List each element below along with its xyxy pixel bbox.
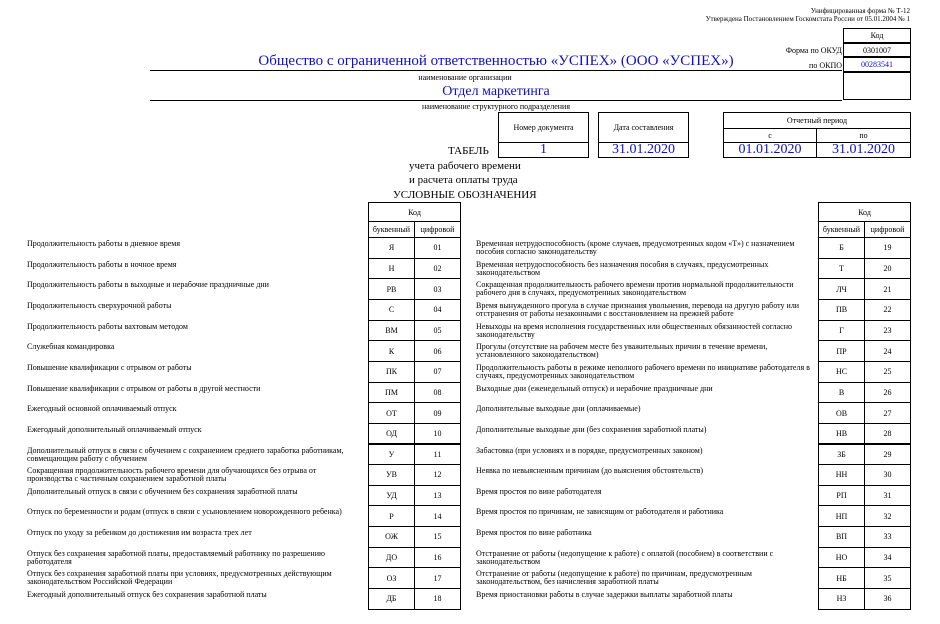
- right-row-letter-code: ЛЧ: [818, 278, 865, 300]
- legend-title: УСЛОВНЫЕ ОБОЗНАЧЕНИЯ: [393, 189, 537, 201]
- right-row-letter-code: Т: [818, 258, 865, 280]
- right-row-text: Прогулы (отсутствие на рабочем месте без уважительных причин в течение времени, установленного законодательством): [476, 343, 768, 360]
- doc-date-label: Дата составления: [598, 112, 689, 143]
- right-row-digit-code: 32: [864, 505, 911, 527]
- left-row-letter-code: ПМ: [368, 382, 415, 404]
- org-caption: наименование организации: [418, 73, 512, 82]
- right-row-text: Отстранение от работы (недопущение к работе) с оплатой (пособием) в соответствии с законодательством: [476, 549, 774, 566]
- period-from-value[interactable]: 01.01.2020: [723, 142, 817, 158]
- right-row-letter-code: ПР: [818, 340, 865, 362]
- left-row-letter-code: УД: [368, 485, 415, 507]
- okpo-value[interactable]: 00283541: [843, 57, 911, 72]
- left-code-header: Код: [368, 202, 461, 222]
- right-col-letter: буквенный: [818, 221, 865, 238]
- left-row-letter-code: Р: [368, 505, 415, 527]
- right-row-letter-code: В: [818, 382, 865, 404]
- left-row-digit-code: 14: [414, 505, 461, 527]
- left-row-text: Отпуск по уходу за ребенком до достижения им возраста трех лет: [27, 529, 252, 538]
- form-info-line2: Утверждена Постановлением Госкомстата России от 05.01.2004 № 1: [705, 15, 910, 23]
- right-row-digit-code: 31: [864, 485, 911, 507]
- left-row-text: Ежегодный основной оплачиваемый отпуск: [27, 405, 177, 414]
- left-row-letter-code: Я: [368, 237, 415, 259]
- title-line3: и расчета оплаты труда: [409, 174, 518, 186]
- right-row-digit-code: 29: [864, 444, 911, 466]
- right-row-digit-code: 36: [864, 588, 911, 610]
- title-main: ТАБЕЛЬ: [448, 145, 489, 157]
- right-row-digit-code: 35: [864, 567, 911, 589]
- left-row-letter-code: У: [368, 444, 415, 466]
- right-row-digit-code: 27: [864, 402, 911, 424]
- left-row-letter-code: ПК: [368, 361, 415, 383]
- left-row-letter-code: ОЗ: [368, 567, 415, 589]
- left-row-digit-code: 12: [414, 464, 461, 486]
- right-row-letter-code: НН: [818, 464, 865, 486]
- left-col-digit: цифровой: [414, 221, 461, 238]
- right-row-text: Дополнительные выходные дни (без сохранения заработной платы): [476, 425, 707, 434]
- okpo-label: по ОКПО: [809, 61, 842, 70]
- right-row-digit-code: 23: [864, 320, 911, 342]
- right-row-letter-code: РП: [818, 485, 865, 507]
- left-row-digit-code: 03: [414, 278, 461, 300]
- doc-number-label: Номер документа: [498, 112, 589, 143]
- left-row-text: Продолжительность работы в ночное время: [27, 260, 177, 269]
- right-row-letter-code: Б: [818, 237, 865, 259]
- doc-number-value[interactable]: 1: [498, 142, 589, 158]
- dept-name[interactable]: Отдел маркетинга: [150, 84, 842, 101]
- period-to-label: по: [816, 128, 911, 143]
- right-row-text: Временная нетрудоспособность без назначения пособия в случаях, предусмотренных законодательством: [476, 260, 769, 277]
- left-row-text: Продолжительность работы вахтовым методом: [27, 322, 188, 331]
- left-row-letter-code: РВ: [368, 278, 415, 300]
- left-row-digit-code: 11: [414, 444, 461, 466]
- left-row-text: Продолжительность сверхурочной работы: [27, 301, 172, 310]
- left-row-digit-code: 02: [414, 258, 461, 280]
- okud-value[interactable]: 0301007: [843, 43, 911, 57]
- left-row-text: Отпуск без сохранения заработной платы при условиях, предусмотренных действующим законодательством Российской Федерации: [27, 570, 332, 587]
- period-to-value[interactable]: 31.01.2020: [816, 142, 911, 158]
- left-row-text: Ежегодный дополнительный отпуск без сохранения заработной платы: [27, 591, 267, 600]
- left-row-letter-code: ДБ: [368, 588, 415, 610]
- left-row-text: Ежегодный дополнительный оплачиваемый отпуск: [27, 425, 202, 434]
- left-row-text: Повышение квалификации с отрывом от работы в другой местности: [27, 384, 261, 393]
- left-row-letter-code: С: [368, 299, 415, 321]
- left-row-digit-code: 05: [414, 320, 461, 342]
- right-row-text: Время приостановки работы в случае задержки выплаты заработной платы: [476, 591, 733, 600]
- right-row-text: Выходные дни (еженедельный отпуск) и нерабочие праздничные дни: [476, 384, 713, 393]
- left-row-text: Отпуск по беременности и родам (отпуск в связи с усыновлением новорожденного ребенка): [27, 508, 342, 517]
- right-row-digit-code: 28: [864, 423, 911, 445]
- org-name[interactable]: Общество с ограниченной ответственностью «УСПЕХ» (ООО «УСПЕХ»): [150, 52, 842, 71]
- right-row-letter-code: НЗ: [818, 588, 865, 610]
- right-row-letter-code: НП: [818, 505, 865, 527]
- left-row-letter-code: УВ: [368, 464, 415, 486]
- right-row-digit-code: 33: [864, 526, 911, 548]
- right-row-letter-code: НВ: [818, 423, 865, 445]
- left-row-digit-code: 10: [414, 423, 461, 445]
- left-row-text: Отпуск без сохранения заработной платы, предоставляемый работнику по разрешению работодателя: [27, 549, 325, 566]
- right-row-text: Время вынужденного прогула в случае признания увольнения, перевода на другую работу или отстранения от работы незаконными с восстановлением на прежней работе: [476, 301, 800, 318]
- left-row-digit-code: 01: [414, 237, 461, 259]
- right-row-text: Время простоя по причинам, не зависящим от работодателя и работника: [476, 508, 724, 517]
- left-row-letter-code: ДО: [368, 547, 415, 569]
- right-row-text: Временная нетрудоспособность (кроме случаев, предусмотренных кодом «Т») с назначением пособия согласно законодательству: [476, 240, 795, 256]
- form-info-line1: Унифицированная форма № Т-12: [810, 7, 910, 15]
- form-info: [706, 7, 910, 23]
- right-row-text: Неявка по невыясненным причинам (до выяснения обстоятельств): [476, 467, 704, 476]
- dept-caption: наименование структурного подразделения: [421, 102, 570, 111]
- left-row-digit-code: 17: [414, 567, 461, 589]
- doc-date-value[interactable]: 31.01.2020: [598, 142, 689, 158]
- right-row-digit-code: 34: [864, 547, 911, 569]
- codes-header: Код: [843, 28, 911, 43]
- left-row-digit-code: 18: [414, 588, 461, 610]
- right-row-letter-code: ВП: [818, 526, 865, 548]
- okud-label: Форма по ОКУД: [785, 46, 842, 55]
- left-col-letter: буквенный: [368, 221, 415, 238]
- left-row-letter-code: ОЖ: [368, 526, 415, 548]
- left-row-text: Служебная командировка: [27, 343, 115, 352]
- right-row-letter-code: ЗБ: [818, 444, 865, 466]
- right-row-digit-code: 30: [864, 464, 911, 486]
- left-row-text: Продолжительность работы в выходные и нерабочие праздничные дни: [27, 281, 269, 290]
- right-row-letter-code: Г: [818, 320, 865, 342]
- right-row-letter-code: НС: [818, 361, 865, 383]
- right-row-digit-code: 24: [864, 340, 911, 362]
- left-row-letter-code: ВМ: [368, 320, 415, 342]
- left-row-digit-code: 04: [414, 299, 461, 321]
- left-row-text: Дополнительный отпуск в связи с обучением с сохранением среднего заработка работникам, совмещающим работу с обучением: [27, 446, 344, 463]
- right-row-text: Забастовка (при условиях и в порядке, предусмотренных законом): [476, 446, 703, 455]
- right-row-digit-code: 26: [864, 382, 911, 404]
- period-from-label: с: [723, 128, 817, 143]
- left-row-digit-code: 13: [414, 485, 461, 507]
- left-row-digit-code: 08: [414, 382, 461, 404]
- right-row-text: Продолжительность работы в режиме неполного рабочего времени по инициативе работодателя в случаях, предусмотренных законодательством: [476, 363, 810, 380]
- left-row-digit-code: 06: [414, 340, 461, 362]
- right-row-text: Отстранение от работы (недопущение к работе) по причинам, предусмотренным законодательством, без начисления заработной платы: [476, 570, 752, 587]
- right-row-text: Время простоя по вине работника: [476, 529, 592, 538]
- right-row-letter-code: ПВ: [818, 299, 865, 321]
- left-row-letter-code: ОТ: [368, 402, 415, 424]
- right-row-digit-code: 20: [864, 258, 911, 280]
- right-row-letter-code: НБ: [818, 567, 865, 589]
- right-row-letter-code: НО: [818, 547, 865, 569]
- right-col-digit: цифровой: [864, 221, 911, 238]
- right-code-header: Код: [818, 202, 911, 222]
- right-row-digit-code: 22: [864, 299, 911, 321]
- title-line2: учета рабочего времени: [409, 160, 521, 172]
- left-row-letter-code: Н: [368, 258, 415, 280]
- right-row-text: Невыходы на время исполнения государственных или общественных обязанностей согласно законодательству: [476, 322, 792, 339]
- right-row-digit-code: 25: [864, 361, 911, 383]
- right-row-text: Дополнительные выходные дни (оплачиваемые): [476, 405, 641, 414]
- right-row-text: Время простоя по вине работодателя: [476, 487, 602, 496]
- codes-empty-cell: [843, 72, 911, 100]
- right-row-digit-code: 21: [864, 278, 911, 300]
- left-row-text: Дополнительный отпуск в связи с обучением без сохранения заработной платы: [27, 487, 298, 496]
- left-row-digit-code: 07: [414, 361, 461, 383]
- right-row-digit-code: 19: [864, 237, 911, 259]
- period-label: Отчетный период: [723, 112, 911, 129]
- left-row-digit-code: 16: [414, 547, 461, 569]
- right-row-letter-code: ОВ: [818, 402, 865, 424]
- left-row-text: Продолжительность работы в дневное время: [27, 240, 181, 248]
- left-row-digit-code: 09: [414, 402, 461, 424]
- left-row-letter-code: ОД: [368, 423, 415, 445]
- right-row-text: Сокращенная продолжительность рабочего времени против нормальной продолжительности рабочего дня в случаях, предусмотренных законодательством: [476, 281, 794, 298]
- left-row-digit-code: 15: [414, 526, 461, 548]
- left-row-text: Повышение квалификации с отрывом от работы: [27, 363, 192, 372]
- left-row-text: Сокращенная продолжительность рабочего времени для обучающихся без отрыва от производства с частичным сохранением заработной платы: [27, 467, 317, 484]
- left-row-letter-code: К: [368, 340, 415, 362]
